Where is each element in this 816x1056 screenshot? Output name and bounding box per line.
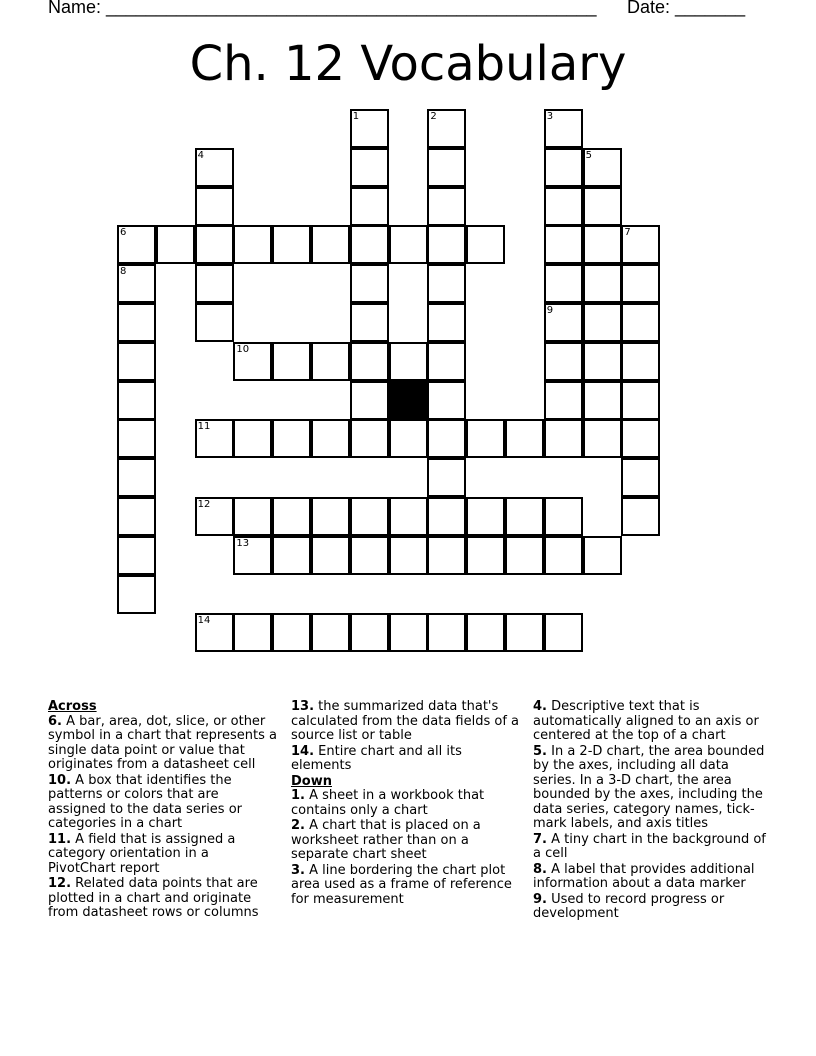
grid-cell[interactable] <box>311 613 350 652</box>
grid-cell[interactable] <box>427 225 466 264</box>
clue-number: 3. <box>291 862 305 878</box>
grid-cell[interactable] <box>583 381 622 420</box>
clue-across-10 <box>48 774 280 832</box>
grid-cell[interactable] <box>427 187 466 226</box>
clue-text: Related data points that are plotted in a chart and originate from datasheet rows or columns <box>48 876 259 920</box>
grid-cell[interactable] <box>544 225 583 264</box>
clue-number: 14. <box>291 743 315 759</box>
clues-column-3 <box>533 700 773 923</box>
grid-cell[interactable] <box>544 342 583 381</box>
cell-number: 9 <box>546 305 554 316</box>
clue-across-11 <box>48 833 280 877</box>
grid-cell[interactable] <box>466 225 505 264</box>
clue-down-5 <box>533 745 773 832</box>
grid-cell[interactable] <box>350 225 389 264</box>
grid-cell[interactable] <box>195 225 234 264</box>
clue-across-12 <box>48 877 280 921</box>
clues-column-1 <box>48 700 280 922</box>
grid-cell[interactable] <box>583 148 622 187</box>
grid-cell[interactable] <box>583 225 622 264</box>
grid-cell[interactable] <box>583 264 622 303</box>
grid-cell[interactable] <box>389 613 428 652</box>
grid-cell[interactable] <box>311 497 350 536</box>
cell-number: 14 <box>197 615 211 627</box>
cell-number: 12 <box>197 499 211 510</box>
grid-cell[interactable] <box>350 536 389 575</box>
grid-cell[interactable] <box>117 381 156 420</box>
grid-cell[interactable] <box>621 381 660 420</box>
grid-cell[interactable] <box>544 303 583 342</box>
grid-cell[interactable] <box>544 613 583 652</box>
grid-cell[interactable] <box>621 458 660 497</box>
clue-text: A sheet in a workbook that contains only a chart <box>291 788 485 818</box>
grid-cell[interactable] <box>156 225 195 264</box>
grid-cell[interactable] <box>350 148 389 187</box>
grid-cell[interactable] <box>117 342 156 381</box>
worksheet-header <box>48 0 748 21</box>
grid-cell[interactable] <box>544 536 583 575</box>
grid-cell[interactable] <box>350 342 389 381</box>
black-square <box>389 381 428 420</box>
grid-cell[interactable] <box>233 497 272 536</box>
clue-number: 6. <box>48 713 62 729</box>
grid-cell[interactable] <box>272 497 311 536</box>
cell-number: 5 <box>585 149 592 161</box>
clue-text: A chart that is placed on a worksheet rather than on a separate chart sheet <box>291 818 481 862</box>
grid-cell[interactable] <box>311 342 350 381</box>
clue-number: 1. <box>291 788 305 803</box>
clue-text: A line bordering the chart plot area used as a frame of reference for measurement <box>291 862 512 907</box>
grid-cell[interactable] <box>544 148 583 187</box>
grid-cell[interactable] <box>272 342 311 381</box>
grid-cell[interactable] <box>117 575 156 614</box>
grid-cell[interactable] <box>350 264 389 303</box>
grid-cell[interactable] <box>505 613 544 652</box>
clue-number: 12. <box>48 876 72 891</box>
grid-cell[interactable] <box>544 497 583 536</box>
clue-down-4 <box>533 700 773 744</box>
clue-down-3 <box>291 864 523 908</box>
grid-cell[interactable] <box>117 419 156 458</box>
grid-cell[interactable] <box>621 225 660 264</box>
grid-cell[interactable] <box>544 419 583 458</box>
grid-cell[interactable] <box>427 342 466 381</box>
grid-cell[interactable] <box>389 497 428 536</box>
grid-cell[interactable] <box>272 225 311 264</box>
grid-cell[interactable] <box>505 419 544 458</box>
grid-cell[interactable] <box>389 225 428 264</box>
grid-cell[interactable] <box>583 342 622 381</box>
grid-cell[interactable] <box>583 187 622 226</box>
grid-cell[interactable] <box>427 536 466 575</box>
grid-cell[interactable] <box>544 264 583 303</box>
grid-cell[interactable] <box>350 381 389 420</box>
clue-text: Descriptive text that is automatically aligned to an axis or centered at the top of a chart <box>533 699 759 743</box>
grid-cell[interactable] <box>621 419 660 458</box>
grid-cell[interactable] <box>466 613 505 652</box>
grid-cell[interactable] <box>621 303 660 342</box>
clue-text: A field that is assigned a category orientation in a PivotChart report <box>48 831 236 876</box>
name-field-label: Name: _________________________________________________ <box>48 0 597 17</box>
cell-number: 4 <box>197 149 204 161</box>
page-title: Ch. 12 Vocabulary <box>189 36 627 92</box>
grid-cell[interactable] <box>117 458 156 497</box>
cell-number: 10 <box>236 343 250 355</box>
grid-cell[interactable] <box>389 342 428 381</box>
cell-number: 11 <box>197 421 211 433</box>
grid-cell[interactable] <box>583 536 622 575</box>
clue-text: A bar, area, dot, slice, or other symbol in a chart that represents a single data point or value that originates from a datasheet cell <box>48 713 277 772</box>
grid-cell[interactable] <box>195 419 234 458</box>
grid-cell[interactable] <box>427 458 466 497</box>
grid-cell[interactable] <box>233 225 272 264</box>
cell-number: 2 <box>430 111 437 122</box>
date-field-label: Date: _______ <box>627 0 746 17</box>
grid-cell[interactable] <box>621 497 660 536</box>
grid-cell[interactable] <box>427 613 466 652</box>
grid-cell[interactable] <box>233 536 272 575</box>
grid-cell[interactable] <box>117 303 156 342</box>
clue-text: Used to record progress or development <box>533 891 725 921</box>
clue-down-8 <box>533 863 773 892</box>
clue-number: 2. <box>291 818 305 833</box>
clue-number: 10. <box>48 772 72 788</box>
grid-cell[interactable] <box>427 497 466 536</box>
grid-cell[interactable] <box>544 187 583 226</box>
clue-text: A tiny chart in the background of a cell <box>533 831 766 861</box>
cell-number: 3 <box>546 111 554 122</box>
clue-down-1 <box>291 789 523 818</box>
clue-number: 13. <box>291 699 315 714</box>
clue-text: Entire chart and all its elements <box>291 743 462 773</box>
clue-number: 5. <box>533 743 547 759</box>
clue-number: 9. <box>533 891 547 907</box>
grid-cell[interactable] <box>544 381 583 420</box>
grid-cell[interactable] <box>427 264 466 303</box>
clue-text: A label that provides additional information about a data marker <box>533 861 755 891</box>
grid-cell[interactable] <box>350 419 389 458</box>
grid-cell[interactable] <box>350 187 389 226</box>
grid-cell[interactable] <box>350 613 389 652</box>
clue-text: A box that identifies the patterns or colors that are assigned to the data series or categories in a chart <box>48 772 242 831</box>
grid-cell[interactable] <box>466 497 505 536</box>
cell-number: 6 <box>120 227 127 239</box>
grid-cell[interactable] <box>272 419 311 458</box>
grid-cell[interactable] <box>389 536 428 575</box>
clue-down-7 <box>533 833 773 862</box>
grid-cell[interactable] <box>195 148 234 187</box>
down-heading: Down <box>291 773 332 789</box>
grid-cell[interactable] <box>195 613 234 652</box>
grid-cell[interactable] <box>389 419 428 458</box>
grid-cell[interactable] <box>350 303 389 342</box>
clue-number: 4. <box>533 699 547 714</box>
grid-cell[interactable] <box>427 148 466 187</box>
grid-cell[interactable] <box>427 109 466 148</box>
grid-cell[interactable] <box>195 264 234 303</box>
clue-text: the summarized data that's calculated from the data fields of a source list or table <box>291 699 520 743</box>
grid-cell[interactable] <box>466 419 505 458</box>
cell-number: 1 <box>352 111 360 122</box>
grid-cell[interactable] <box>350 109 389 148</box>
grid-cell[interactable] <box>311 536 350 575</box>
clue-number: 8. <box>533 861 547 877</box>
across-heading: Across <box>48 699 97 714</box>
grid-cell[interactable] <box>117 264 156 303</box>
grid-cell[interactable] <box>195 303 234 342</box>
grid-cell[interactable] <box>427 381 466 420</box>
crossword-grid <box>117 109 662 694</box>
grid-cell[interactable] <box>233 419 272 458</box>
clue-number: 7. <box>533 831 547 847</box>
grid-cell[interactable] <box>505 497 544 536</box>
clues-column-2 <box>291 700 523 908</box>
clue-across-14 <box>291 745 523 774</box>
grid-cell[interactable] <box>233 342 272 381</box>
grid-cell[interactable] <box>621 264 660 303</box>
clue-down-9 <box>533 893 773 922</box>
grid-cell[interactable] <box>544 109 583 148</box>
clue-down-2 <box>291 819 523 863</box>
grid-cell[interactable] <box>233 613 272 652</box>
grid-cell[interactable] <box>195 187 234 226</box>
grid-cell[interactable] <box>311 419 350 458</box>
grid-cell[interactable] <box>272 613 311 652</box>
grid-cell[interactable] <box>583 419 622 458</box>
grid-cell[interactable] <box>117 497 156 536</box>
grid-cell[interactable] <box>621 342 660 381</box>
cell-number: 13 <box>236 537 250 549</box>
clue-number: 11. <box>48 831 72 847</box>
cell-number: 7 <box>624 227 631 239</box>
grid-cell[interactable] <box>117 536 156 575</box>
clue-text: In a 2-D chart, the area bounded by the axes, including all data series. In a 3-D chart, the area bounded by the axes, including the data series, category names, tick-mark labels, and axis titles <box>533 743 765 831</box>
clue-across-6 <box>48 715 280 773</box>
grid-cell[interactable] <box>583 303 622 342</box>
grid-cell[interactable] <box>195 497 234 536</box>
grid-cell[interactable] <box>117 225 156 264</box>
grid-cell[interactable] <box>505 536 544 575</box>
grid-cell[interactable] <box>350 497 389 536</box>
cell-number: 8 <box>120 266 127 278</box>
grid-cell[interactable] <box>427 419 466 458</box>
clue-across-13 <box>291 700 523 744</box>
grid-cell[interactable] <box>427 303 466 342</box>
grid-cell[interactable] <box>272 536 311 575</box>
grid-cell[interactable] <box>311 225 350 264</box>
grid-cell[interactable] <box>466 536 505 575</box>
